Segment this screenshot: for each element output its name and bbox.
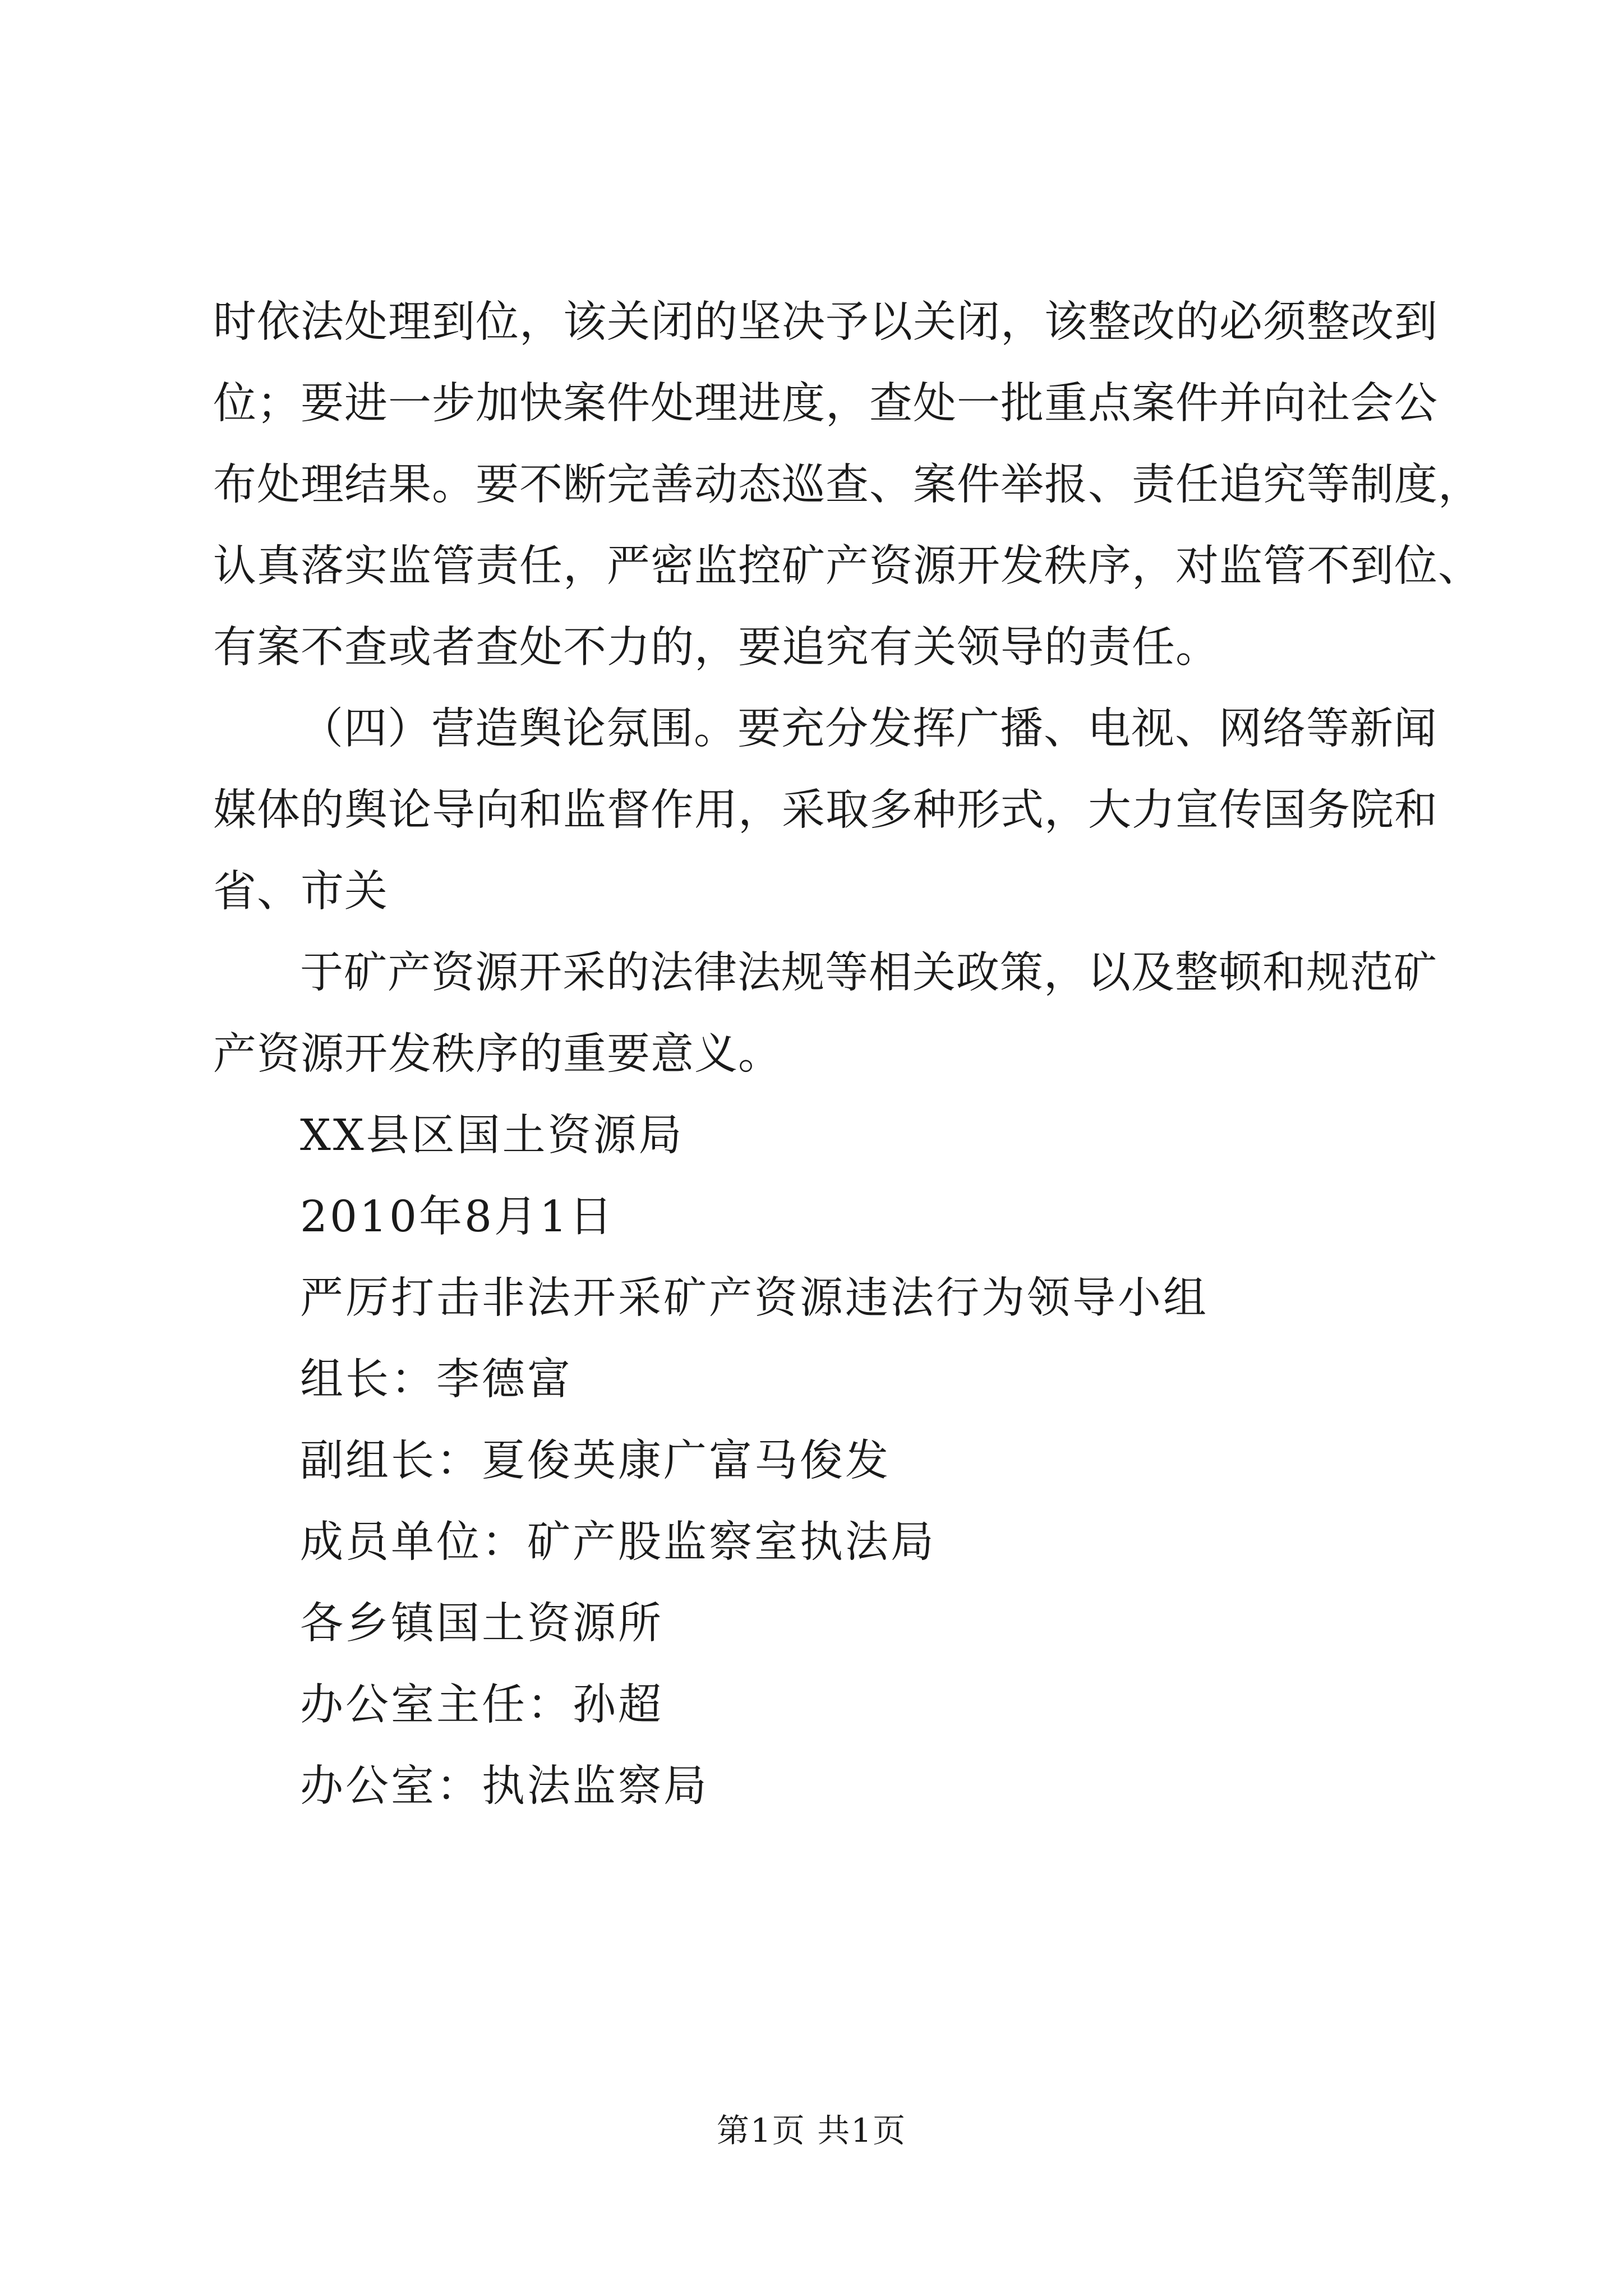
- paragraph-line: 位；要进一步加快案件处理进度，查处一批重点案件并向社会公: [213, 379, 1438, 429]
- paragraph-line: 于矿产资源开采的法律法规等相关政策，以及整顿和规范矿: [300, 948, 1437, 998]
- office: 办公室：执法监察局: [300, 1761, 709, 1811]
- paragraph-line: 认真落实监管责任，严密监控矿产资源开发秩序，对监管不到位、: [213, 541, 1482, 591]
- signature-date: 2010年8月1日: [300, 1192, 615, 1242]
- group-title: 严厉打击非法开采矿产资源违法行为领导小组: [300, 1273, 1209, 1323]
- page-footer: 第1页 共1页: [716, 2111, 907, 2150]
- deputy-leaders: 副组长：夏俊英康广富马俊发: [300, 1436, 891, 1486]
- paragraph-line: 产资源开发秩序的重要意义。: [213, 1029, 782, 1079]
- paragraph-line: 时依法处理到位，该关闭的坚决予以关闭，该整改的必须整改到: [213, 297, 1438, 347]
- member-units: 成员单位：矿产股监察室执法局: [300, 1517, 936, 1567]
- group-leader: 组长：李德富: [300, 1355, 573, 1405]
- signature-org: XX县区国土资源局: [300, 1111, 684, 1161]
- paragraph-line: 省、市关: [213, 867, 388, 917]
- paragraph-line: 媒体的舆论导向和监督作用，采取多种形式，大力宣传国务院和: [213, 785, 1438, 835]
- office-director: 办公室主任：孙超: [300, 1680, 663, 1730]
- paragraph-line: 布处理结果。要不断完善动态巡查、案件举报、责任追究等制度，: [213, 460, 1482, 510]
- paragraph-line: 有案不查或者查处不力的，要追究有关领导的责任。: [213, 623, 1219, 673]
- township-offices: 各乡镇国土资源所: [300, 1599, 663, 1649]
- paragraph-line: （四）营造舆论氛围。要充分发挥广播、电视、网络等新闻: [300, 704, 1437, 754]
